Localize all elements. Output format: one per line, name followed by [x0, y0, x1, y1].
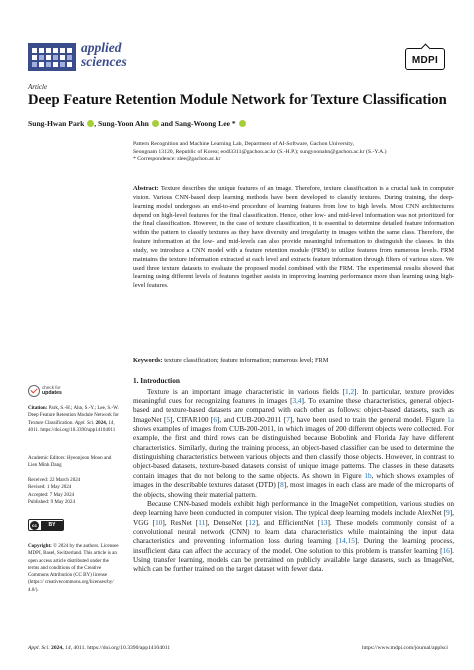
cc-by-license-icon[interactable] [28, 519, 64, 531]
text-run: ]. In particular, texture provides meaningful cues for recognizing features in images [ [133, 387, 455, 406]
citation-link[interactable]: 9 [446, 509, 450, 518]
citation-link[interactable]: 11 [198, 518, 206, 527]
figure-link[interactable]: 1a [447, 415, 455, 424]
text-run: ], VGG [ [133, 509, 454, 527]
check-updates-label [42, 385, 62, 396]
citation-link[interactable]: 5 [166, 415, 171, 424]
footer-volume: 14, [65, 645, 73, 651]
check-updates-icon [28, 385, 40, 397]
journal-name-line1: applied [81, 40, 122, 55]
copyright-label: Copyright: [28, 543, 52, 549]
affiliation-line: Pattern Recognition and Machine Learning Lab, Department of AI-Software, Gachon University, [133, 141, 354, 147]
text-run: Texture is an important image characteristic in various fields [ [147, 387, 346, 396]
citation-link[interactable]: 10 [155, 518, 163, 527]
citation-link[interactable]: 1,2 [345, 387, 355, 396]
orcid-icon[interactable] [239, 120, 246, 127]
intro-paragraph-2 [133, 500, 454, 575]
affiliations [133, 141, 453, 164]
text-run: ], ResNet [ [162, 518, 199, 527]
cc-label: cc [31, 523, 37, 528]
citation-journal: Appl. Sci. [74, 419, 95, 426]
citation-block [28, 405, 120, 434]
abstract-text: Texture describes the unique features of an image. Therefore, texture classification is a crucial task in computer vision. Various CNN-based deep learning methods have been developed to classify textures. During training, the deep-learning model undergoes an end-to-end procedure of learning features from low to high levels. Most CNN architectures depend on high-level features for the final classification. Hence, other low- and mid-level information was not prioritized for the final classification. However, in the case of texture classification, it is essential to determine detailed feature information within the pattern to classify textures as they have diversity and irregularity in images within the same class. Therefore, the feature information at the low- and mid-levels can also provide meaningful information to distinguish the classes. In this study, we introduce a CNN model with a feature retention module (FRM) to utilize features from numerous levels. FRM maintains the texture information extracted at each level and extracts feature information through filters of various sizes. We used three texture datasets to evaluate the proposed model combined with the FRM. The experimental results showed that learning using different levels of features together assists in improving learning performance more than learning using high-level features. [133, 185, 454, 290]
citation-link[interactable]: 7 [286, 415, 290, 424]
keywords-label: Keywords: [133, 357, 163, 364]
footer-journal: Appl. Sci. [28, 645, 50, 651]
accepted-date: Accepted: 7 May 2024 [28, 491, 75, 498]
citation-link[interactable]: 16 [442, 546, 450, 555]
footer-journal-url[interactable]: https://www.mdpi.com/journal/applsci [361, 645, 448, 651]
journal-name [81, 41, 127, 69]
history-dates [28, 477, 120, 506]
abstract [133, 185, 454, 291]
journal-name-line2: sciences [81, 54, 127, 69]
text-run: ], DenseNet [ [205, 518, 249, 527]
text-run: ]. These models commonly consist of a convolutional neural network (CNN) to learn data characteristics while maintaining the input data characteristics and preventing information loss during learning [ [133, 518, 454, 546]
citation-link[interactable]: 6 [213, 415, 217, 424]
article-type: Article [28, 83, 48, 91]
text-run: ], most images in each class are made of the microparts of the objects, showing their material pattern. [133, 481, 454, 499]
author-1[interactable]: Sung-Hwan Park [28, 119, 85, 128]
text-run: ], and EfficientNet [ [255, 518, 321, 527]
section-heading: 1. Introduction [133, 376, 180, 385]
author-3[interactable]: and Sang-Woong Lee * [160, 119, 236, 128]
citation-volume: 14, [108, 419, 115, 426]
abstract-label: Abstract: [133, 185, 159, 192]
author-2[interactable]: Sung-Yoon Ahn [98, 119, 149, 128]
citation-link[interactable]: 12 [248, 518, 256, 527]
introduction-section [133, 376, 454, 575]
text-run: Because CNN-based models exhibit high performance in the ImageNet competition, various studies on deep learning have been conducted in computer vision. The typical deep learning models include AlexNet [ [133, 499, 454, 518]
citation-year: 2024, [95, 419, 107, 426]
author-separator: , [94, 119, 99, 128]
footer-year: 2024, [51, 645, 64, 651]
publisher-name: MDPI [411, 55, 439, 66]
keywords [133, 357, 454, 366]
footer-doi[interactable]: 4011. https://doi.org/10.3390/app14104011 [73, 645, 171, 651]
text-run: ]. To examine these characteristics, general object-based and texture-based datasets are compared with each other as follows: object-based datasets, such as ImageNet [ [133, 397, 454, 424]
publisher-logo [405, 48, 445, 70]
check-for-updates-badge[interactable] [28, 385, 72, 399]
figure-link[interactable]: 1b [364, 471, 372, 480]
check-updates-line2: updates [42, 390, 62, 396]
citation-link[interactable]: 14,15 [338, 537, 355, 546]
copyright-text: © 2024 by the authors. Licensee MDPI, Basel, Switzerland. This article is an open access article distributed under the terms and conditions of the Creative Commons Attribution (CC BY) license (https:// creativecommons.org/licenses/by/ 4.0/). [28, 543, 119, 593]
copyright-block [28, 543, 120, 594]
correspondence: * Correspondence: slee@gachon.ac.kr [133, 156, 221, 163]
citation-doi[interactable]: 4011. https://doi.org/10.3390/app14104011 [28, 426, 116, 433]
footer-citation [28, 645, 170, 651]
affiliation-line: Seongnam 13120, Republic of Korea; eodl3311@gachon.ac.kr (S.-H.P.); sungyoonahn@gachon.ac.kr (S.-Y.A.) [133, 148, 387, 155]
text-run: ]. Using transfer learning, models can be pretrained on publicly available large datasets, such as ImageNet, which can be further trained on the target dataset with fewer data. [133, 546, 454, 574]
text-run: , which shows examples of images in the describable textures dataset (DTD) [ [133, 471, 454, 490]
text-run: ]. During the learning process, insufficient data can affect the accuracy of the model. One solution to this problem is transfer learning [ [133, 537, 455, 555]
author-list [28, 119, 246, 128]
citation-link[interactable]: 13 [320, 518, 328, 527]
text-run: ], and CUB-200-2011 [ [216, 415, 287, 424]
received-date: Received: 22 March 2024 [28, 477, 81, 483]
intro-paragraph-1 [133, 388, 454, 500]
mdpi-diamond-icon [421, 44, 431, 54]
citation-text: Park, S.-H.; Ahn, S.-Y.; Lee, S.-W. Deep Feature Retention Module Network for Texture Classification. [28, 405, 119, 426]
check-updates-line1: check for [42, 385, 61, 390]
journal-logo-icon [28, 43, 76, 71]
academic-editors: Academic Editors: Hyeonjoon Moon and Lien Minh Dang [28, 455, 112, 469]
by-label: BY [41, 521, 63, 530]
citation-link[interactable]: 8 [280, 481, 284, 490]
page-title: Deep Feature Retention Module Network for Texture Classification [28, 92, 447, 108]
citation-label: Citation: [28, 405, 48, 411]
text-run: shows examples of images from CUB-200-2011, in which images of 200 different objects were collected. For example, the first and third rows can be distinguished because Bobolink and Florida Jay have different characteristics. Similarly, during the training process, an object-based classifier can be used to determine the distinguishing characteristics between various objects and then classify those objects. However, in contrast to object-based datasets, texture-based datasets consist of unique image patterns. The classes in these datasets contain images that do not belong to the same objects. As shown in Figure [133, 425, 454, 480]
citation-link[interactable]: 3,4 [292, 397, 302, 406]
orcid-icon[interactable] [152, 120, 159, 127]
published-date: Published: 9 May 2024 [28, 498, 75, 505]
text-run: ], have been used to train the general model. Figure [289, 415, 448, 424]
keywords-text: texture classification; feature information; numerous level; FRM [164, 357, 329, 364]
revised-date: Revised: 1 May 2024 [28, 484, 72, 491]
text-run: ], CIFAR100 [ [170, 415, 214, 424]
